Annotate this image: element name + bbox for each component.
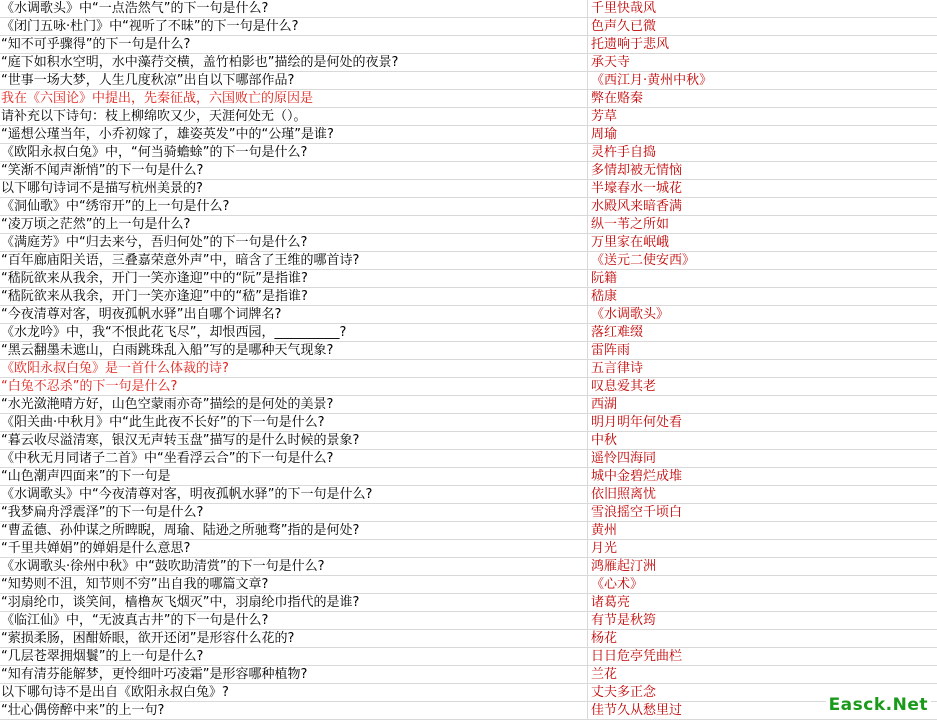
question-cell: “百年廊庙阳关语，三叠嘉荣意外声”中，暗含了王维的哪首诗?: [0, 252, 588, 270]
answer-cell: 兰花: [588, 666, 937, 684]
answer-cell: 明月明年何处看: [588, 414, 937, 432]
answer-cell: 雷阵雨: [588, 342, 937, 360]
question-cell: “白兔不忍杀”的下一句是什么?: [0, 378, 588, 396]
table-row: [0, 702, 937, 720]
table-row: [0, 72, 937, 90]
question-cell: “我梦扁舟浮震泽”的下一句是什么?: [0, 504, 588, 522]
table-row: [0, 324, 937, 342]
question-cell: “暮云收尽溢清寒，银汉无声转玉盘”描写的是什么时候的景象?: [0, 432, 588, 450]
table-row: [0, 162, 937, 180]
answer-cell: 《水调歌头》: [588, 306, 937, 324]
answer-cell: 鸿雁起汀洲: [588, 558, 937, 576]
question-cell: “庭下如积水空明，水中藻荇交横，盖竹柏影也”描绘的是何处的夜景?: [0, 54, 588, 72]
table-row: [0, 558, 937, 576]
site-watermark: Easck.Net: [826, 695, 931, 715]
question-cell: “嵇阮欲来从我余，开门一笑亦逢迎”中的“阮”是指谁?: [0, 270, 588, 288]
question-cell: 《欧阳永叔白兔》是一首什么体裁的诗?: [0, 360, 588, 378]
question-cell: 《闭门五咏·杜门》中“视听了不昧”的下一句是什么?: [0, 18, 588, 36]
question-cell: “曹孟德、孙仲谋之所睥睨，周瑜、陆逊之所驰骛”指的是何处?: [0, 522, 588, 540]
table-row: [0, 522, 937, 540]
question-cell: “凌万顷之茫然”的上一句是什么?: [0, 216, 588, 234]
question-cell: “山色潮声四面来”的下一句是: [0, 468, 588, 486]
question-cell: “羽扇纶巾，谈笑间，樯橹灰飞烟灭”中，羽扇纶巾指代的是谁?: [0, 594, 588, 612]
answer-cell: 黄州: [588, 522, 937, 540]
answer-cell: 日日危亭凭曲栏: [588, 648, 937, 666]
table-row: [0, 486, 937, 504]
question-cell: “水光潋滟晴方好，山色空蒙雨亦奇”描绘的是何处的美景?: [0, 396, 588, 414]
answer-cell: 依旧照离忧: [588, 486, 937, 504]
table-row: [0, 504, 937, 522]
question-cell: 《满庭芳》中“归去来兮，吾归何处”的下一句是什么?: [0, 234, 588, 252]
answer-cell: 周瑜: [588, 126, 937, 144]
table-row: [0, 576, 937, 594]
question-cell: “知势则不沮，知节则不穷”出自我的哪篇文章?: [0, 576, 588, 594]
table-row: [0, 54, 937, 72]
question-cell: “笑渐不闻声渐悄”的下一句是什么?: [0, 162, 588, 180]
question-cell: 《阳关曲·中秋月》中“此生此夜不长好”的下一句是什么?: [0, 414, 588, 432]
table-row: [0, 450, 937, 468]
table-row: [0, 36, 937, 54]
table-row: [0, 216, 937, 234]
question-cell: 请补充以下诗句：枝上柳绵吹又少，天涯何处无（）。: [0, 108, 588, 126]
answer-cell: 诸葛亮: [588, 594, 937, 612]
question-cell: 《水调歌头·徐州中秋》中“鼓吹助清赏”的下一句是什么?: [0, 558, 588, 576]
answer-cell: 月光: [588, 540, 937, 558]
question-cell: “嵇阮欲来从我余，开门一笑亦逢迎”中的“嵇”是指谁?: [0, 288, 588, 306]
answer-cell: 落红难缀: [588, 324, 937, 342]
question-cell: 以下哪句诗不是出自《欧阳永叔白兔》?: [0, 684, 588, 702]
answer-cell: 托遗响于悲风: [588, 36, 937, 54]
answer-cell: 千里快哉风: [588, 0, 937, 18]
question-cell: “萦损柔肠，困酣娇眼，欲开还闭”是形容什么花的?: [0, 630, 588, 648]
table-row: [0, 108, 937, 126]
question-cell: 《欧阳永叔白兔》中，“何当骑蟾蜍”的下一句是什么?: [0, 144, 588, 162]
table-row: [0, 90, 937, 108]
answer-cell: 灵杵手自捣: [588, 144, 937, 162]
question-cell: 《临江仙》中，“无波真古井”的下一句是什么?: [0, 612, 588, 630]
table-row: [0, 288, 937, 306]
answer-cell: 半壕春水一城花: [588, 180, 937, 198]
answer-cell: 西湖: [588, 396, 937, 414]
answer-cell: 《送元二使安西》: [588, 252, 937, 270]
table-row: [0, 630, 937, 648]
question-cell: “今夜清尊对客，明夜孤帆水驿”出自哪个词牌名?: [0, 306, 588, 324]
question-cell: “知不可乎骤得”的下一句是什么?: [0, 36, 588, 54]
table-row: [0, 378, 937, 396]
question-cell: 《水调歌头》中“今夜清尊对客，明夜孤帆水驿”的下一句是什么?: [0, 486, 588, 504]
table-row: [0, 360, 937, 378]
answer-cell: 杨花: [588, 630, 937, 648]
table-row: [0, 540, 937, 558]
table-row: [0, 648, 937, 666]
question-cell: “知有清芬能解梦，更怜细叶巧凌霜”是形容哪种植物?: [0, 666, 588, 684]
question-cell: “壮心偶傍醉中来”的上一句?: [0, 702, 588, 720]
question-cell: 我在《六国论》中提出，先秦征战，六国败亡的原因是: [0, 90, 588, 108]
table-row: [0, 126, 937, 144]
table-row: [0, 666, 937, 684]
question-cell: “遥想公瑾当年，小乔初嫁了，雄姿英发”中的“公瑾”是谁?: [0, 126, 588, 144]
answer-cell: 《心术》: [588, 576, 937, 594]
answer-cell: 遥怜四海同: [588, 450, 937, 468]
table-row: [0, 414, 937, 432]
question-cell: “世事一场大梦，人生几度秋凉”出自以下哪部作品?: [0, 72, 588, 90]
table-row: [0, 342, 937, 360]
answer-cell: 万里家在岷峨: [588, 234, 937, 252]
table-row: [0, 396, 937, 414]
table-row: [0, 270, 937, 288]
answer-cell: 嵇康: [588, 288, 937, 306]
table-row: [0, 252, 937, 270]
answer-cell: 水殿风来暗香满: [588, 198, 937, 216]
table-row: [0, 198, 937, 216]
table-row: [0, 306, 937, 324]
table-row: [0, 0, 937, 18]
question-cell: 以下哪句诗词不是描写杭州美景的?: [0, 180, 588, 198]
table-row: [0, 612, 937, 630]
table-row: [0, 684, 937, 702]
table-row: [0, 144, 937, 162]
answer-cell: 承天寺: [588, 54, 937, 72]
answer-cell: 五言律诗: [588, 360, 937, 378]
answer-cell: 色声久已微: [588, 18, 937, 36]
answer-cell: 《西江月·黄州中秋》: [588, 72, 937, 90]
answer-cell: 雪浪摇空千顷白: [588, 504, 937, 522]
question-cell: 《洞仙歌》中“绣帘开”的上一句是什么?: [0, 198, 588, 216]
table-row: [0, 18, 937, 36]
answer-cell: 弊在赂秦: [588, 90, 937, 108]
answer-cell: 丈夫多正念: [588, 684, 937, 702]
answer-cell: 芳草: [588, 108, 937, 126]
table-row: [0, 180, 937, 198]
answer-cell: 有节是秋筠: [588, 612, 937, 630]
table-row: [0, 468, 937, 486]
answer-cell: 多情却被无情恼: [588, 162, 937, 180]
question-cell: “黑云翻墨未遮山，白雨跳珠乱入船”写的是哪种天气现象?: [0, 342, 588, 360]
table-row: [0, 234, 937, 252]
answer-cell: 阮籍: [588, 270, 937, 288]
answer-cell: 城中金碧烂成堆: [588, 468, 937, 486]
question-cell: 《中秋无月同诸子二首》中“坐看浮云合”的下一句是什么?: [0, 450, 588, 468]
answer-cell: 佳节久从愁里过: [588, 702, 937, 720]
table-row: [0, 594, 937, 612]
question-cell: “几层苍翠拥烟鬟”的上一句是什么?: [0, 648, 588, 666]
answer-cell: 纵一苇之所如: [588, 216, 937, 234]
table-row: [0, 432, 937, 450]
question-cell: “千里共婵娟”的婵娟是什么意思?: [0, 540, 588, 558]
answer-cell: 中秋: [588, 432, 937, 450]
question-cell: 《水调歌头》中“一点浩然气”的下一句是什么?: [0, 0, 588, 18]
answer-cell: 叹息爱其老: [588, 378, 937, 396]
question-cell: 《水龙吟》中，我“不恨此花飞尽”，却恨西园，__________?: [0, 324, 588, 342]
